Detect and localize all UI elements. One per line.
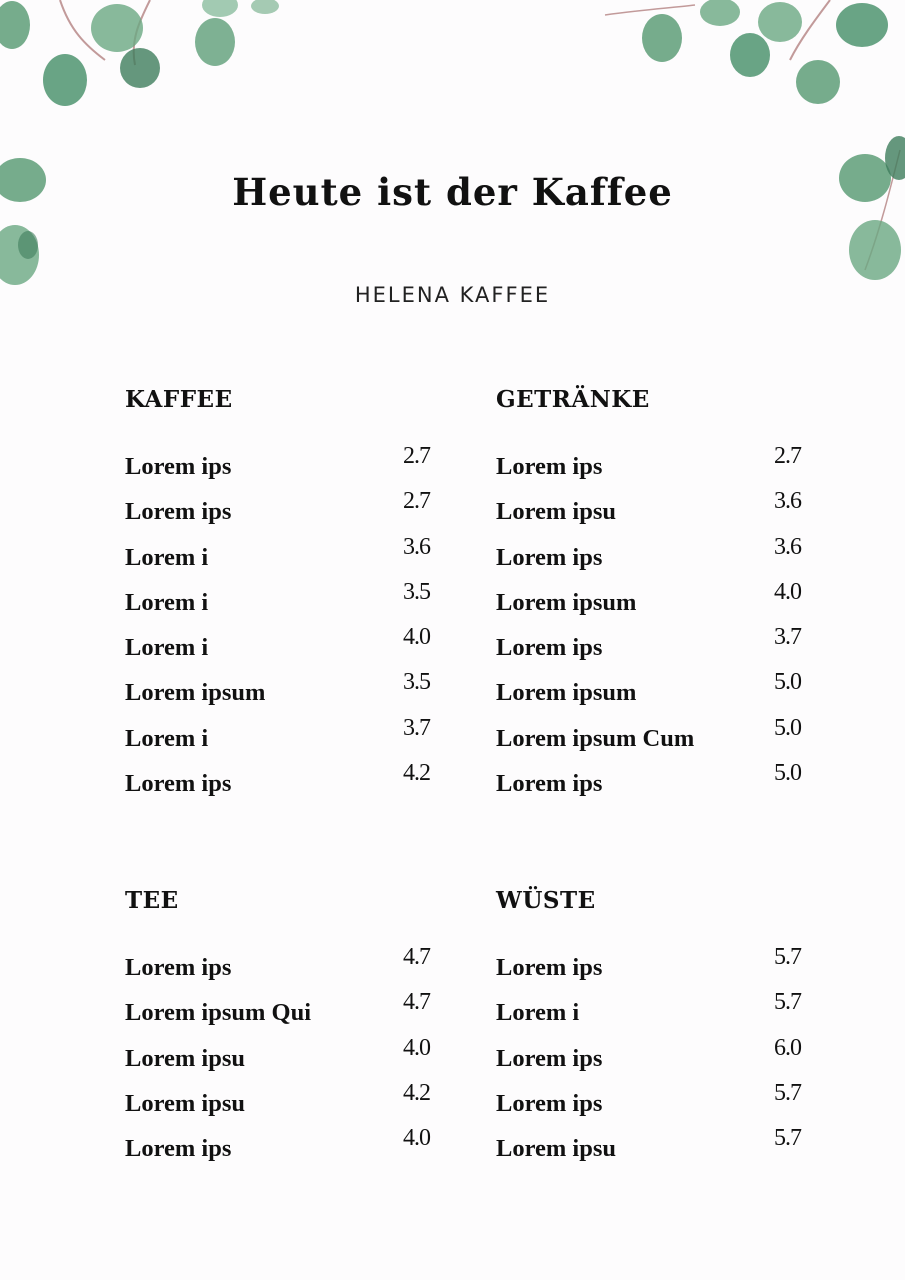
menu-item-list (496, 443, 801, 811)
section-tee (125, 886, 430, 1176)
menu-item-price: 4.0 (774, 578, 801, 605)
menu-item-name: Lorem ipsu (125, 1089, 246, 1117)
menu-item-price: 4.2 (403, 760, 430, 787)
section-title: WÜSTE (496, 887, 596, 914)
menu-item-price: 5.7 (774, 944, 801, 970)
menu-item-price: 3.6 (403, 533, 430, 560)
menu-item (496, 624, 801, 675)
menu-item (496, 488, 801, 539)
eucalyptus-top-left-icon (0, 0, 300, 120)
menu-item (125, 488, 430, 539)
menu-item (125, 989, 430, 1040)
menu-item-price: 5.7 (774, 1125, 801, 1152)
menu-item-name: Lorem ips (125, 770, 232, 798)
menu-item-name: Lorem i (125, 634, 209, 662)
menu-item (125, 1125, 430, 1176)
cafe-name: HELENA KAFFEE (354, 283, 551, 307)
menu-title: Heute ist der Kaffee (232, 170, 673, 214)
menu-item (496, 989, 801, 1040)
eucalyptus-top-right-icon (600, 0, 905, 115)
menu-item (496, 578, 801, 630)
menu-item-name: Lorem ips (125, 498, 232, 526)
section-wueste (496, 886, 801, 1176)
menu-item (125, 533, 430, 585)
menu-item (125, 443, 430, 494)
menu-item (496, 714, 801, 766)
menu-item (496, 944, 801, 995)
menu-item-name: Lorem i (496, 999, 580, 1027)
menu-item (125, 669, 430, 720)
menu-item-name: Lorem i (125, 588, 209, 616)
menu-item-name: Lorem ips (496, 634, 603, 662)
menu-item (125, 760, 430, 811)
menu-item-price: 5.7 (774, 1079, 801, 1106)
section-kaffee (125, 385, 430, 811)
menu-item (125, 1079, 430, 1131)
menu-item (125, 944, 430, 995)
menu-item-price: 3.6 (774, 488, 801, 515)
eucalyptus-right-icon (825, 130, 905, 300)
menu-item-price: 4.7 (403, 989, 430, 1016)
menu-item-price: 4.0 (403, 624, 430, 651)
section-title: GETRÄNKE (496, 386, 650, 413)
menu-item-price: 3.5 (403, 669, 430, 696)
menu-item-price: 3.5 (403, 578, 430, 605)
menu-item (125, 578, 430, 630)
menu-item-name: Lorem ips (125, 453, 232, 480)
menu-item-list (125, 944, 430, 1176)
menu-item (496, 533, 801, 585)
menu-item-name: Lorem ipsum (125, 679, 266, 707)
menu-item-price: 2.7 (403, 488, 430, 515)
section-title: KAFFEE (125, 386, 233, 413)
menu-item-price: 3.7 (774, 624, 801, 651)
menu-item (496, 1034, 801, 1086)
menu-item-price: 3.6 (774, 533, 801, 560)
section-getraenke (496, 385, 801, 811)
menu-item-name: Lorem ips (125, 1135, 232, 1163)
menu-item-name: Lorem ips (496, 453, 603, 480)
menu-item-price: 2.7 (403, 443, 430, 469)
menu-item-name: Lorem ips (496, 543, 603, 571)
menu-item-name: Lorem i (125, 543, 209, 571)
menu-item-name: Lorem ipsu (125, 1044, 246, 1072)
menu-item-name: Lorem ips (125, 954, 232, 981)
menu-item-name: Lorem ips (496, 1044, 603, 1072)
menu-item-price: 5.0 (774, 669, 801, 696)
menu-item-price: 5.0 (774, 714, 801, 741)
menu-item (125, 624, 430, 675)
menu-item (125, 714, 430, 766)
menu-item-name: Lorem ipsu (496, 498, 617, 526)
menu-item-name: Lorem ips (496, 1089, 603, 1117)
menu-item-list (125, 443, 430, 811)
menu-item-price: 4.2 (403, 1079, 430, 1106)
menu-item (125, 1034, 430, 1086)
menu-item (496, 760, 801, 811)
menu-item-price: 5.7 (774, 989, 801, 1016)
menu-item-price: 6.0 (774, 1034, 801, 1061)
section-title: TEE (125, 887, 179, 914)
menu-item-name: Lorem ips (496, 954, 603, 981)
menu-item-name: Lorem ipsum (496, 679, 637, 707)
menu-item-name: Lorem ipsum Qui (125, 999, 312, 1027)
menu-item (496, 1125, 801, 1176)
menu-item-price: 4.0 (403, 1125, 430, 1152)
menu-item-name: Lorem i (125, 724, 209, 752)
menu-item-price: 3.7 (403, 714, 430, 741)
menu-item-name: Lorem ipsum Cum (496, 724, 695, 752)
eucalyptus-left-icon (0, 145, 70, 295)
menu-item-price: 5.0 (774, 760, 801, 787)
menu-item-list (496, 944, 801, 1176)
menu-item-name: Lorem ipsum (496, 588, 637, 616)
menu-item (496, 443, 801, 494)
menu-item-price: 4.0 (403, 1034, 430, 1061)
menu-item-name: Lorem ipsu (496, 1135, 617, 1163)
menu-item-price: 2.7 (774, 443, 801, 469)
menu-item (496, 669, 801, 720)
menu-item (496, 1079, 801, 1131)
menu-item-price: 4.7 (403, 944, 430, 970)
menu-item-name: Lorem ips (496, 770, 603, 798)
